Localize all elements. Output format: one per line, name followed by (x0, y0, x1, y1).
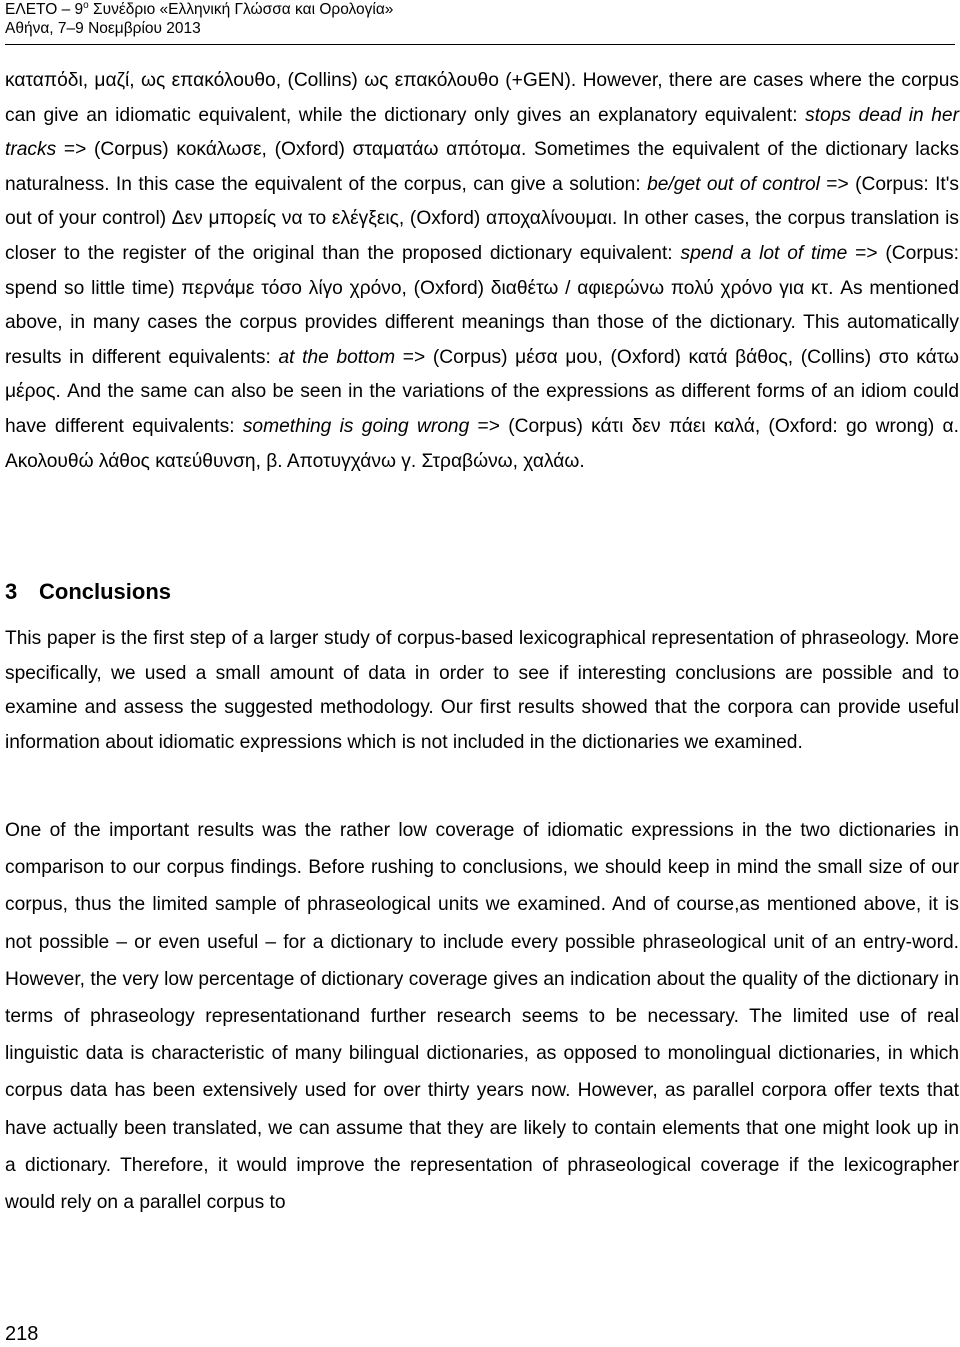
section-number: 3 (5, 579, 18, 604)
example-idiom: something is going wrong (242, 415, 470, 437)
section-heading (5, 574, 171, 610)
example-idiom: be/get out of control (647, 173, 820, 195)
section-title: Conclusions (39, 579, 172, 604)
example-idiom: spend a lot of time (680, 242, 848, 264)
example-idiom: at the bottom (278, 346, 396, 368)
header-divider (5, 44, 955, 45)
conference-location-date: Αθήνα, 7–9 Νοεμβρίου 2013 (5, 20, 201, 37)
paragraph-conclusions-intro: This paper is the first step of a larger study of corpus-based lexicographical representation of phraseology. More specifically, we used a small amount of data in order to see if interesting conclusions are possible and to examine and assess the suggested methodology. Our first results showed that the corpora can provide useful information about idiomatic expressions which is not included in the dictionaries we examined. (5, 628, 959, 753)
paragraph-conclusions-results: One of the important results was the rather low coverage of idiomatic expressions in the two dictionaries in comparison to our corpus findings. Before rushing to conclusions, we should keep in mind the small size of our corpus, thus the limited sample of phraseological units we examined. And of course,as mentioned above, it is not possible – or even useful – for a dictionary to include every possible phraseological unit of an entry-word. However, the very low percentage of dictionary coverage gives an indication about the quality of the dictionary in terms of phraseology representationand further research seems to be necessary. The limited use of real linguistic data is characteristic of many bilingual dictionaries, as opposed to monolingual dictionaries, in which corpus data has been extensively used for over thirty years now. However, as parallel corpora offer texts that have actually been translated, we can assume that they are likely to contain elements that one might look up in a dictionary. Therefore, it would improve the representation of phraseological coverage if the lexicographer would rely on a parallel corpus to (5, 820, 959, 1214)
conference-title: ΕΛΕΤΟ – $9^o$ Συνέδριο «Ελληνική Γλώσσα και Ορολογία» (5, 0, 394, 18)
example-idiom: stops dead in her tracks (5, 104, 959, 161)
page-number: 218 (5, 1323, 39, 1345)
running-header (5, 0, 393, 38)
paragraph-examples: καταπόδι, μαζί, ως επακόλουθο, (Collins) ως επακόλουθο (+GEN). However, there are cases where the corpus can give an idiomatic equivalent, while the dictionary only gives an explanatory equivalent: stops dead in her tracks => (Corpus) κοκάλωσε, (Oxford) σταματάω απότομα. Sometimes the equivalent of the dictionary lacks naturalness. In this case the equivalent of the corpus, can give a solution: be/get out of control => (Corpus: It's out of your control) Δεν μπορείς να το ελέγξεις, (Oxford) αποχαλίνουμαι. In other cases, the corpus translation is closer to the register of the original than the proposed dictionary equivalent: spend a lot of time => (Corpus: spend so little time) περνάμε τόσο λίγο χρόνο, (Oxford) διαθέτω / αφιερώνω πολύ χρόνο για κτ. As mentioned above, in many cases the corpus provides different meanings than those of the dictionary. This automatically results in different equivalents: at the bottom => (Corpus) μέσα μου, (Oxford) κατά βάθος, (Collins) στο κάτω μέρος. And the same can also be seen in the variations of the expressions as different forms of an idiom could have different equivalents: something is going wrong => (Corpus) κάτι δεν πάει καλά, (Oxford: go wrong) α. Ακολουθώ λάθος κατεύθυνση, β. Αποτυγχάνω γ. Στραβώνω, χαλάω. (5, 70, 960, 472)
